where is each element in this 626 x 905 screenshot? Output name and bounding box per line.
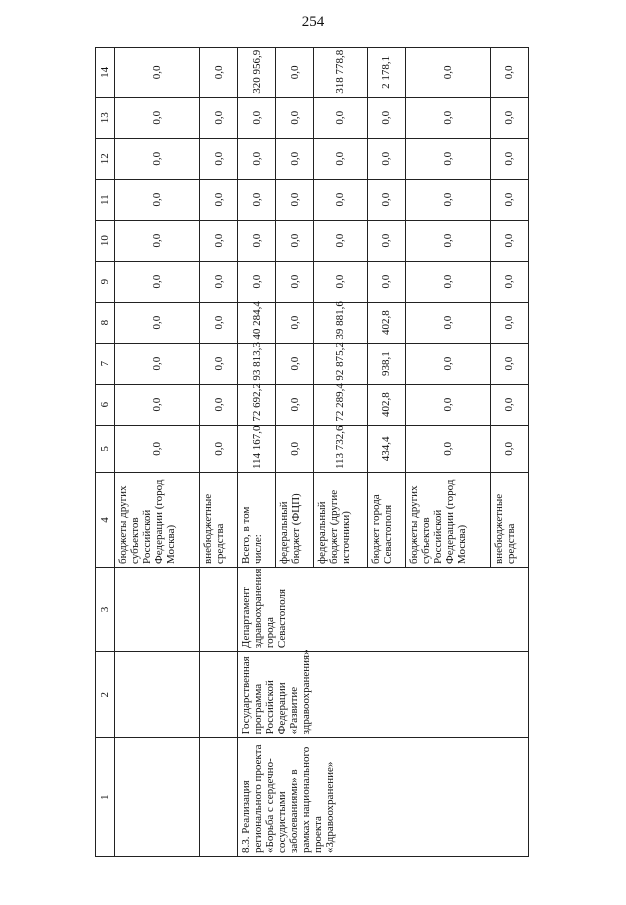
value-cell: 0,0 [115,425,200,472]
value-cell: 0,0 [276,302,314,343]
executor-cell [200,567,238,651]
column-number: 3 [96,567,115,651]
value-cell: 0,0 [200,48,238,98]
value-cell: 113 732,6 [314,425,368,472]
column-number: 1 [96,738,115,857]
value-cell: 114 167,0 [238,425,276,472]
value-cell: 0,0 [405,343,490,384]
value-cell: 0,0 [238,220,276,261]
row-name-cell [200,738,238,857]
value-cell: 0,0 [276,261,314,302]
value-cell: 0,0 [314,138,368,179]
value-cell: 0,0 [490,179,528,220]
value-cell: 0,0 [200,179,238,220]
value-cell: 0,0 [490,261,528,302]
column-number: 10 [96,220,115,261]
program-cell [200,652,238,738]
value-cell: 0,0 [314,261,368,302]
value-cell: 72 692,2 [238,384,276,425]
funding-source: Всего, в том числе: [238,473,276,568]
value-cell: 2 178,1 [367,48,405,98]
value-cell: 0,0 [276,343,314,384]
page-number: 254 [301,14,325,30]
rotated-table-wrapper [95,47,529,857]
value-cell: 0,0 [238,138,276,179]
value-cell: 0,0 [490,138,528,179]
column-number: 13 [96,97,115,138]
value-cell: 0,0 [314,97,368,138]
value-cell: 0,0 [238,261,276,302]
value-cell: 40 284,4 [238,302,276,343]
value-cell: 0,0 [314,179,368,220]
value-cell: 318 778,8 [314,48,368,98]
value-cell: 402,8 [367,384,405,425]
column-number: 7 [96,343,115,384]
value-cell: 0,0 [276,97,314,138]
value-cell: 0,0 [115,220,200,261]
value-cell: 0,0 [238,179,276,220]
value-cell: 72 289,4 [314,384,368,425]
funding-source: бюджеты других субъектов Российской Федерации (город Москва) [405,473,490,568]
value-cell: 0,0 [405,425,490,472]
value-cell: 402,8 [367,302,405,343]
value-cell: 0,0 [314,220,368,261]
value-cell: 92 875,2 [314,343,368,384]
executor-name: Департамент здравоохранения города Севастополя [238,567,529,651]
value-cell: 0,0 [115,97,200,138]
value-cell: 0,0 [115,261,200,302]
value-cell: 434,4 [367,425,405,472]
value-cell: 0,0 [405,384,490,425]
column-number: 8 [96,302,115,343]
value-cell: 0,0 [367,261,405,302]
funding-source: федеральный бюджет (ФЦП) [276,473,314,568]
value-cell: 0,0 [490,97,528,138]
value-cell: 0,0 [200,302,238,343]
value-cell: 0,0 [200,220,238,261]
value-cell: 0,0 [405,261,490,302]
row-name-cell [115,738,200,857]
value-cell: 0,0 [115,48,200,98]
column-number: 2 [96,652,115,738]
column-number: 12 [96,138,115,179]
funding-source: бюджет города Севастополя [367,473,405,568]
value-cell: 0,0 [115,179,200,220]
value-cell: 320 956,9 [238,48,276,98]
value-cell: 0,0 [490,302,528,343]
value-cell: 0,0 [276,425,314,472]
value-cell: 0,0 [276,384,314,425]
value-cell: 0,0 [200,425,238,472]
value-cell: 0,0 [490,220,528,261]
program-cell [115,652,200,738]
value-cell: 0,0 [200,97,238,138]
value-cell: 39 881,6 [314,302,368,343]
value-cell: 0,0 [405,302,490,343]
value-cell: 0,0 [115,384,200,425]
value-cell: 0,0 [200,384,238,425]
column-number-row [96,48,115,857]
value-cell: 0,0 [115,302,200,343]
value-cell: 0,0 [367,138,405,179]
section-name: 8.3. Реализация регионального проекта «Борьба с сердечно-сосудистыми заболеваниями» в рамках национального проекта «Здравоохранение» [238,738,529,857]
table-row [238,48,276,857]
value-cell: 0,0 [405,179,490,220]
column-number: 5 [96,425,115,472]
value-cell: 0,0 [276,179,314,220]
value-cell: 0,0 [367,220,405,261]
value-cell: 0,0 [405,220,490,261]
value-cell: 93 813,3 [238,343,276,384]
executor-cell [115,567,200,651]
value-cell: 0,0 [276,138,314,179]
value-cell: 0,0 [490,425,528,472]
program-name: Государственная программа Российской Федерации «Развитие здравоохранения» [238,652,529,738]
value-cell: 0,0 [115,343,200,384]
table-row [200,48,238,857]
column-number: 6 [96,384,115,425]
funding-source: внебюджетные средства [200,473,238,568]
column-number: 14 [96,48,115,98]
funding-source: внебюджетные средства [490,473,528,568]
value-cell: 0,0 [200,138,238,179]
value-cell: 0,0 [490,384,528,425]
value-cell: 0,0 [276,220,314,261]
column-number: 11 [96,179,115,220]
column-number: 4 [96,473,115,568]
budget-table [95,47,529,857]
funding-source: федеральный бюджет (другие источники) [314,473,368,568]
value-cell: 0,0 [367,97,405,138]
value-cell: 0,0 [200,261,238,302]
value-cell: 0,0 [405,138,490,179]
value-cell: 0,0 [238,97,276,138]
value-cell: 0,0 [276,48,314,98]
table-row [115,48,200,857]
funding-source: бюджеты других субъектов Российской Федерации (город Москва) [115,473,200,568]
value-cell: 938,1 [367,343,405,384]
column-number: 9 [96,261,115,302]
value-cell: 0,0 [490,343,528,384]
value-cell: 0,0 [367,179,405,220]
value-cell: 0,0 [405,48,490,98]
value-cell: 0,0 [200,343,238,384]
value-cell: 0,0 [490,48,528,98]
value-cell: 0,0 [115,138,200,179]
value-cell: 0,0 [405,97,490,138]
